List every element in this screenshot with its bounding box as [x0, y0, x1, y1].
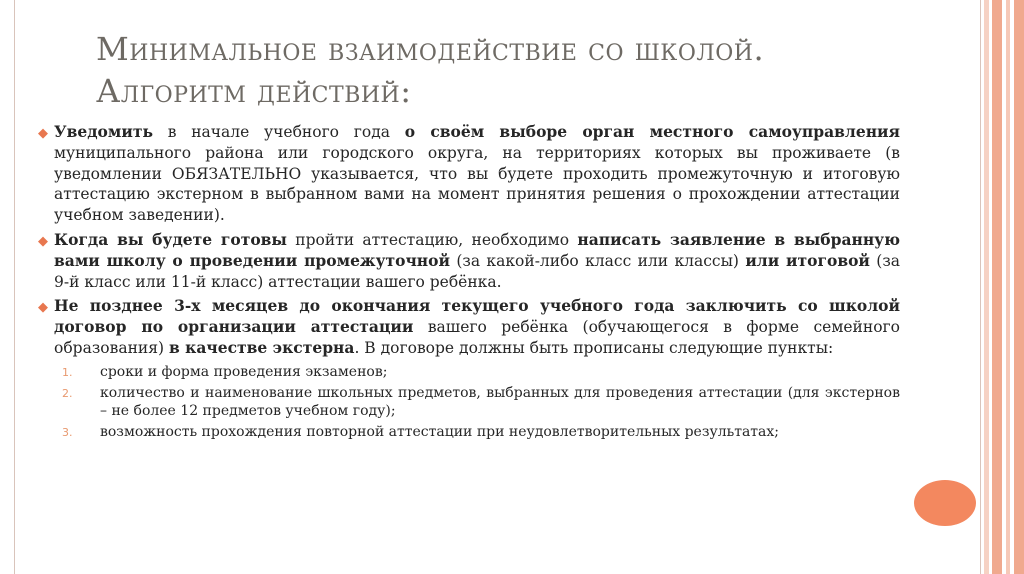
decorative-circle: [914, 480, 976, 526]
title-line-1: Минимальное взаимодействие со школой.: [96, 30, 765, 68]
text-run: написать заявление в выбранную вами школу о проведении промежуточной: [54, 229, 900, 270]
decorative-stripes: [984, 0, 1024, 574]
list-item: [62, 384, 900, 420]
bullet-text: [54, 297, 900, 357]
bullet-text: [54, 231, 900, 291]
list-item-text: возможность прохождения повторной аттестации при неудовлетворительных результатах;: [100, 423, 780, 440]
bullet-icon: ◆: [38, 300, 48, 316]
text-run: Когда вы будете готовы: [54, 229, 287, 249]
bullet-item: [38, 296, 900, 358]
list-number: 1.: [62, 365, 73, 379]
text-run: или итоговой: [745, 250, 870, 270]
list-number: 2.: [62, 386, 73, 400]
bullet-icon: ◆: [38, 233, 48, 249]
list-number: 3.: [62, 425, 73, 439]
text-run: Не позднее 3-х месяцев до окончания текущего учебного года заключить со школой договор по организации аттестации: [54, 296, 900, 337]
numbered-list: [38, 363, 900, 441]
slide-title: [96, 28, 916, 112]
text-run: в качестве экстерна: [169, 337, 355, 357]
title-line-2: Алгоритм действий:: [96, 72, 412, 110]
list-item-text: сроки и форма проведения экзаменов;: [100, 363, 388, 380]
list-item-text: количество и наименование школьных предметов, выбранных для проведения аттестации (для экстернов – не более 12 предметов учебном году);: [100, 384, 900, 419]
list-item: [62, 363, 900, 381]
text-run: . В договоре должны быть прописаны следующие пункты:: [354, 338, 834, 357]
text-run: муниципального района или городского округа, на территориях которых вы проживаете (в уведомлении ОБЯЗАТЕЛЬНО указывается, что вы будете проходить промежуточную и итоговую аттестацию экстерном в выбранном вами на момент принятия решения о прохождении аттестации учебном заведении).: [54, 143, 900, 225]
slide-content: [38, 122, 900, 444]
stripe: [984, 0, 989, 574]
bullet-item: [38, 230, 900, 292]
text-run: Уведомить: [54, 122, 153, 141]
text-run: (за какой-либо класс или классы): [449, 251, 746, 270]
stripe: [1006, 0, 1010, 574]
bullet-text: [54, 123, 900, 224]
text-run: вашего ребёнка (обучающегося в форме семейного образования): [54, 318, 900, 357]
text-run: (за 9-й класс или 11-й класс) аттестации вашего ребёнка.: [54, 251, 901, 291]
text-run: в начале учебного года: [152, 123, 405, 141]
stripe: [1014, 0, 1024, 574]
list-item: [62, 423, 900, 441]
text-run: пройти аттестацию, необходимо: [286, 230, 578, 249]
bullet-item: [38, 122, 900, 226]
bullet-icon: ◆: [38, 126, 48, 141]
stripe: [992, 0, 1002, 574]
text-run: о своём выборе орган местного самоуправления: [404, 122, 900, 141]
